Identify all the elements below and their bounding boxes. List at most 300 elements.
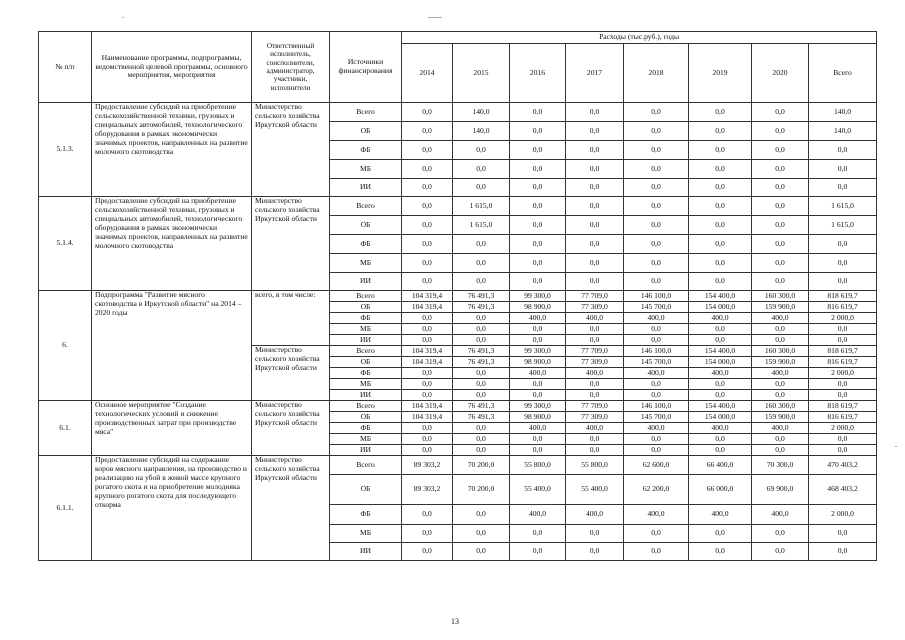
value-cell: 154 000,0 <box>689 302 752 313</box>
value-cell: 0,0 <box>624 122 689 141</box>
value-cell: 400,0 <box>510 313 566 324</box>
value-cell: 0,0 <box>510 390 566 401</box>
funding-source: ИИ <box>330 445 402 456</box>
value-cell: 0,0 <box>689 254 752 273</box>
value-cell: 0,0 <box>624 273 689 291</box>
value-cell: 400,0 <box>566 505 624 525</box>
value-cell: 0,0 <box>689 434 752 445</box>
value-cell: 77 709,0 <box>566 346 624 357</box>
value-total: 816 619,7 <box>809 412 877 423</box>
value-cell: 0,0 <box>689 122 752 141</box>
value-cell: 0,0 <box>689 235 752 254</box>
value-cell: 160 300,0 <box>752 401 809 412</box>
value-cell: 66 400,0 <box>689 456 752 475</box>
value-cell: 76 491,3 <box>453 357 510 368</box>
funding-source: МБ <box>330 525 402 543</box>
value-total: 2 000,0 <box>809 423 877 434</box>
value-cell: 0,0 <box>510 335 566 346</box>
value-cell: 0,0 <box>402 505 453 525</box>
value-cell: 0,0 <box>752 335 809 346</box>
value-cell: 0,0 <box>402 445 453 456</box>
value-cell: 0,0 <box>402 434 453 445</box>
header-num: № п/п <box>39 32 92 103</box>
funding-source: ФБ <box>330 505 402 525</box>
funding-source: МБ <box>330 324 402 335</box>
value-cell: 0,0 <box>510 141 566 160</box>
value-cell: 160 300,0 <box>752 291 809 302</box>
value-total: 2 000,0 <box>809 368 877 379</box>
value-cell: 0,0 <box>510 434 566 445</box>
value-cell: 0,0 <box>566 254 624 273</box>
value-cell: 0,0 <box>624 335 689 346</box>
value-cell: 0,0 <box>624 216 689 235</box>
value-cell: 98 900,0 <box>510 412 566 423</box>
value-cell: 400,0 <box>752 423 809 434</box>
value-cell: 89 303,2 <box>402 456 453 475</box>
value-cell: 0,0 <box>510 103 566 122</box>
value-total: 0,0 <box>809 324 877 335</box>
value-cell: 99 300,0 <box>510 346 566 357</box>
funding-source: МБ <box>330 434 402 445</box>
value-cell: 0,0 <box>453 543 510 561</box>
value-cell: 1 615,0 <box>453 197 510 216</box>
value-total: 0,0 <box>809 273 877 291</box>
item-name: Предоставление субсидий на содержание коров мясного направления, на производство и реализацию на убой в живой массе крупного рогатого скота и на приобретение молодняка крупного рогатого скота для последующего откорма <box>92 456 252 561</box>
value-total: 468 403,2 <box>809 475 877 505</box>
value-cell: 154 000,0 <box>689 357 752 368</box>
value-total: 816 619,7 <box>809 302 877 313</box>
value-cell: 0,0 <box>402 543 453 561</box>
value-cell: 0,0 <box>752 254 809 273</box>
header-year: 2019 <box>689 44 752 103</box>
value-total: 818 619,7 <box>809 346 877 357</box>
value-total: 818 619,7 <box>809 291 877 302</box>
page-number: 13 <box>451 617 459 626</box>
value-cell: 0,0 <box>752 122 809 141</box>
value-cell: 154 000,0 <box>689 412 752 423</box>
value-cell: 0,0 <box>453 445 510 456</box>
value-cell: 0,0 <box>752 273 809 291</box>
value-cell: 0,0 <box>566 141 624 160</box>
funding-source: ФБ <box>330 313 402 324</box>
funding-source: ФБ <box>330 235 402 254</box>
value-total: 0,0 <box>809 525 877 543</box>
funding-source: Всего <box>330 103 402 122</box>
value-cell: 400,0 <box>510 423 566 434</box>
value-cell: 0,0 <box>689 273 752 291</box>
value-cell: 400,0 <box>624 505 689 525</box>
value-cell: 400,0 <box>566 368 624 379</box>
value-cell: 55 400,0 <box>510 475 566 505</box>
value-cell: 400,0 <box>689 368 752 379</box>
value-cell: 400,0 <box>510 368 566 379</box>
value-cell: 0,0 <box>510 160 566 179</box>
value-cell: 104 319,4 <box>402 346 453 357</box>
value-cell: 98 900,0 <box>510 302 566 313</box>
value-total: 1 615,0 <box>809 216 877 235</box>
value-cell: 400,0 <box>624 423 689 434</box>
value-cell: 0,0 <box>752 525 809 543</box>
item-name: Предоставление субсидий на приобретение сельскохозяйственной техники, грузовых и специальных автомобилей, технологического оборудования в рамках экономически значимых проектов, направленных на развитие молочного скотоводства <box>92 103 252 197</box>
value-cell: 0,0 <box>752 390 809 401</box>
value-cell: 70 200,0 <box>453 456 510 475</box>
value-cell: 104 319,4 <box>402 401 453 412</box>
value-cell: 145 700,0 <box>624 302 689 313</box>
value-total: 0,0 <box>809 254 877 273</box>
value-cell: 400,0 <box>510 505 566 525</box>
header-year: 2020 <box>752 44 809 103</box>
value-cell: 0,0 <box>402 368 453 379</box>
value-cell: 0,0 <box>689 543 752 561</box>
value-cell: 0,0 <box>566 235 624 254</box>
table-row <box>39 291 877 302</box>
value-cell: 0,0 <box>752 235 809 254</box>
value-cell: 0,0 <box>510 379 566 390</box>
value-cell: 0,0 <box>402 197 453 216</box>
value-cell: 104 319,4 <box>402 291 453 302</box>
value-cell: 0,0 <box>453 505 510 525</box>
value-cell: 0,0 <box>689 103 752 122</box>
value-cell: 0,0 <box>752 216 809 235</box>
value-cell: 0,0 <box>510 122 566 141</box>
value-cell: 0,0 <box>510 216 566 235</box>
value-cell: 0,0 <box>752 379 809 390</box>
value-cell: 0,0 <box>689 390 752 401</box>
value-cell: 0,0 <box>752 179 809 197</box>
value-cell: 0,0 <box>453 324 510 335</box>
item-name: Предоставление субсидий на приобретение сельскохозяйственной техники, грузовых и специальных автомобилей, технологического оборудования в рамках экономически значимых проектов, направленных на развитие молочного скотоводства <box>92 197 252 291</box>
value-total: 0,0 <box>809 434 877 445</box>
value-cell: 0,0 <box>624 235 689 254</box>
value-cell: 0,0 <box>566 103 624 122</box>
value-cell: 0,0 <box>402 324 453 335</box>
funding-source: ОБ <box>330 122 402 141</box>
value-cell: 77 709,0 <box>566 401 624 412</box>
value-cell: 0,0 <box>566 197 624 216</box>
header-total: Всего <box>809 44 877 103</box>
value-cell: 0,0 <box>402 141 453 160</box>
value-cell: 0,0 <box>402 525 453 543</box>
funding-source: Всего <box>330 456 402 475</box>
item-name: Основное мероприятие "Создание технологических условий и снижение производственных затрат при производстве мяса" <box>92 401 252 456</box>
value-cell: 0,0 <box>510 197 566 216</box>
table-body <box>39 103 877 561</box>
value-cell: 0,0 <box>453 335 510 346</box>
item-name: Подпрограмма "Развитие мясного скотоводства в Иркутской области" на 2014 – 2020 годы <box>92 291 252 401</box>
value-total: 0,0 <box>809 235 877 254</box>
value-cell: 0,0 <box>624 525 689 543</box>
value-total: 816 619,7 <box>809 357 877 368</box>
scan-speck <box>895 446 897 447</box>
scan-speck <box>428 17 442 18</box>
table-row <box>39 401 877 412</box>
value-total: 0,0 <box>809 390 877 401</box>
value-cell: 104 319,4 <box>402 302 453 313</box>
value-cell: 400,0 <box>752 505 809 525</box>
table-row <box>39 103 877 122</box>
value-cell: 0,0 <box>752 445 809 456</box>
value-cell: 77 309,0 <box>566 412 624 423</box>
value-cell: 0,0 <box>510 324 566 335</box>
executor: Министерство сельского хозяйства Иркутской области <box>252 103 330 197</box>
value-cell: 0,0 <box>402 122 453 141</box>
value-cell: 0,0 <box>453 160 510 179</box>
value-cell: 0,0 <box>566 122 624 141</box>
funding-source: ОБ <box>330 357 402 368</box>
value-total: 818 619,7 <box>809 401 877 412</box>
value-cell: 98 900,0 <box>510 357 566 368</box>
value-cell: 0,0 <box>689 335 752 346</box>
value-cell: 0,0 <box>453 423 510 434</box>
value-cell: 0,0 <box>624 197 689 216</box>
value-total: 140,0 <box>809 103 877 122</box>
value-cell: 400,0 <box>624 313 689 324</box>
funding-source: ИИ <box>330 179 402 197</box>
value-cell: 55 800,0 <box>566 456 624 475</box>
scan-speck <box>122 17 124 18</box>
value-cell: 0,0 <box>624 141 689 160</box>
budget-table <box>38 31 877 561</box>
value-cell: 0,0 <box>624 254 689 273</box>
executor: Министерство сельского хозяйства Иркутской области <box>252 456 330 561</box>
value-cell: 62 200,0 <box>624 475 689 505</box>
value-cell: 0,0 <box>689 179 752 197</box>
value-cell: 0,0 <box>453 379 510 390</box>
value-cell: 55 800,0 <box>510 456 566 475</box>
value-cell: 400,0 <box>752 368 809 379</box>
value-cell: 0,0 <box>689 141 752 160</box>
value-cell: 0,0 <box>566 525 624 543</box>
table-row <box>39 456 877 475</box>
value-cell: 0,0 <box>689 216 752 235</box>
value-cell: 77 309,0 <box>566 302 624 313</box>
value-cell: 400,0 <box>566 423 624 434</box>
value-cell: 76 491,3 <box>453 302 510 313</box>
value-total: 0,0 <box>809 543 877 561</box>
value-cell: 0,0 <box>566 216 624 235</box>
value-cell: 400,0 <box>689 423 752 434</box>
value-cell: 0,0 <box>566 179 624 197</box>
value-cell: 400,0 <box>752 313 809 324</box>
value-cell: 400,0 <box>624 368 689 379</box>
value-cell: 0,0 <box>624 160 689 179</box>
value-cell: 0,0 <box>752 103 809 122</box>
value-cell: 0,0 <box>566 273 624 291</box>
value-cell: 145 700,0 <box>624 357 689 368</box>
value-cell: 0,0 <box>566 390 624 401</box>
value-cell: 0,0 <box>402 235 453 254</box>
value-cell: 145 700,0 <box>624 412 689 423</box>
value-cell: 0,0 <box>453 390 510 401</box>
value-cell: 0,0 <box>752 324 809 335</box>
value-cell: 0,0 <box>566 160 624 179</box>
value-cell: 159 900,0 <box>752 412 809 423</box>
value-cell: 76 491,3 <box>453 412 510 423</box>
value-cell: 154 400,0 <box>689 346 752 357</box>
value-cell: 69 900,0 <box>752 475 809 505</box>
header-year: 2014 <box>402 44 453 103</box>
value-cell: 0,0 <box>510 543 566 561</box>
value-cell: 0,0 <box>402 160 453 179</box>
funding-source: ОБ <box>330 475 402 505</box>
value-cell: 0,0 <box>752 160 809 179</box>
value-cell: 146 100,0 <box>624 346 689 357</box>
value-cell: 55 400,0 <box>566 475 624 505</box>
funding-source: Всего <box>330 401 402 412</box>
value-cell: 89 303,2 <box>402 475 453 505</box>
value-cell: 62 600,0 <box>624 456 689 475</box>
header-name: Наименование программы, подпрограммы, ведомственной целевой программы, основного мероприятия, мероприятия <box>92 32 252 103</box>
funding-source: ФБ <box>330 141 402 160</box>
value-cell: 0,0 <box>566 379 624 390</box>
value-cell: 140,0 <box>453 122 510 141</box>
header-source: Источники финансирования <box>330 32 402 103</box>
value-cell: 76 491,3 <box>453 401 510 412</box>
funding-source: ИИ <box>330 543 402 561</box>
funding-source: МБ <box>330 254 402 273</box>
value-cell: 1 615,0 <box>453 216 510 235</box>
value-cell: 104 319,4 <box>402 357 453 368</box>
value-total: 0,0 <box>809 445 877 456</box>
value-total: 0,0 <box>809 179 877 197</box>
value-cell: 146 100,0 <box>624 401 689 412</box>
value-cell: 0,0 <box>624 324 689 335</box>
value-cell: 104 319,4 <box>402 412 453 423</box>
funding-source: ФБ <box>330 423 402 434</box>
value-cell: 0,0 <box>752 543 809 561</box>
funding-source: ОБ <box>330 216 402 235</box>
value-cell: 0,0 <box>752 197 809 216</box>
header-year: 2018 <box>624 44 689 103</box>
value-total: 2 000,0 <box>809 313 877 324</box>
value-cell: 0,0 <box>689 525 752 543</box>
value-cell: 0,0 <box>453 525 510 543</box>
value-cell: 0,0 <box>510 273 566 291</box>
value-cell: 0,0 <box>689 445 752 456</box>
executor: Министерство сельского хозяйства Иркутской области <box>252 401 330 456</box>
value-total: 1 615,0 <box>809 197 877 216</box>
value-cell: 0,0 <box>402 335 453 346</box>
value-cell: 0,0 <box>402 423 453 434</box>
value-cell: 0,0 <box>752 434 809 445</box>
value-cell: 99 300,0 <box>510 401 566 412</box>
value-cell: 76 491,3 <box>453 291 510 302</box>
value-cell: 0,0 <box>566 324 624 335</box>
funding-source: Всего <box>330 197 402 216</box>
value-cell: 0,0 <box>624 434 689 445</box>
value-cell: 0,0 <box>510 445 566 456</box>
header-year: 2015 <box>453 44 510 103</box>
value-total: 2 000,0 <box>809 505 877 525</box>
header-expenses: Расходы (тыс.руб.), годы <box>402 32 877 44</box>
funding-source: ИИ <box>330 335 402 346</box>
funding-source: ИИ <box>330 273 402 291</box>
value-cell: 0,0 <box>453 273 510 291</box>
value-cell: 0,0 <box>510 254 566 273</box>
header-exec: Ответственный исполнитель, соисполнители, администратор, участники, исполнители <box>252 32 330 103</box>
value-cell: 70 300,0 <box>752 456 809 475</box>
funding-source: Всего <box>330 291 402 302</box>
value-cell: 0,0 <box>453 141 510 160</box>
value-cell: 0,0 <box>689 379 752 390</box>
item-number: 5.1.3. <box>39 103 92 197</box>
item-number: 6.1.1. <box>39 456 92 561</box>
value-cell: 160 300,0 <box>752 346 809 357</box>
value-cell: 0,0 <box>624 379 689 390</box>
value-cell: 0,0 <box>402 216 453 235</box>
value-cell: 0,0 <box>689 160 752 179</box>
value-cell: 0,0 <box>453 313 510 324</box>
value-cell: 0,0 <box>566 335 624 346</box>
value-cell: 0,0 <box>624 543 689 561</box>
value-cell: 0,0 <box>453 235 510 254</box>
value-cell: 0,0 <box>453 254 510 273</box>
table-header <box>39 32 877 103</box>
value-cell: 0,0 <box>689 197 752 216</box>
value-total: 0,0 <box>809 335 877 346</box>
header-year: 2016 <box>510 44 566 103</box>
funding-source: Всего <box>330 346 402 357</box>
value-cell: 0,0 <box>624 103 689 122</box>
item-number: 6. <box>39 291 92 401</box>
value-cell: 0,0 <box>624 445 689 456</box>
value-total: 140,0 <box>809 122 877 141</box>
header-year: 2017 <box>566 44 624 103</box>
funding-source: ОБ <box>330 412 402 423</box>
value-cell: 400,0 <box>689 313 752 324</box>
value-cell: 76 491,3 <box>453 346 510 357</box>
value-cell: 0,0 <box>566 543 624 561</box>
funding-source: ФБ <box>330 368 402 379</box>
value-cell: 77 709,0 <box>566 291 624 302</box>
value-total: 0,0 <box>809 160 877 179</box>
funding-source: МБ <box>330 379 402 390</box>
value-total: 470 403,2 <box>809 456 877 475</box>
value-cell: 400,0 <box>566 313 624 324</box>
value-cell: 0,0 <box>510 525 566 543</box>
value-total: 0,0 <box>809 379 877 390</box>
value-cell: 0,0 <box>453 179 510 197</box>
value-cell: 146 100,0 <box>624 291 689 302</box>
funding-source: ИИ <box>330 390 402 401</box>
value-cell: 0,0 <box>566 434 624 445</box>
value-total: 0,0 <box>809 141 877 160</box>
value-cell: 0,0 <box>402 179 453 197</box>
value-cell: 70 200,0 <box>453 475 510 505</box>
value-cell: 0,0 <box>402 313 453 324</box>
executor: Министерство сельского хозяйства Иркутской области <box>252 197 330 291</box>
value-cell: 0,0 <box>624 390 689 401</box>
executor: всего, в том числе: <box>252 291 330 346</box>
funding-source: МБ <box>330 160 402 179</box>
value-cell: 140,0 <box>453 103 510 122</box>
value-cell: 159 900,0 <box>752 302 809 313</box>
value-cell: 0,0 <box>624 179 689 197</box>
value-cell: 0,0 <box>689 324 752 335</box>
executor: Министерство сельского хозяйства Иркутской области <box>252 346 330 401</box>
value-cell: 0,0 <box>453 368 510 379</box>
value-cell: 0,0 <box>402 103 453 122</box>
value-cell: 0,0 <box>402 273 453 291</box>
value-cell: 0,0 <box>453 434 510 445</box>
value-cell: 77 309,0 <box>566 357 624 368</box>
value-cell: 159 900,0 <box>752 357 809 368</box>
item-number: 6.1. <box>39 401 92 456</box>
value-cell: 0,0 <box>402 254 453 273</box>
value-cell: 0,0 <box>402 390 453 401</box>
value-cell: 154 400,0 <box>689 291 752 302</box>
item-number: 5.1.4. <box>39 197 92 291</box>
